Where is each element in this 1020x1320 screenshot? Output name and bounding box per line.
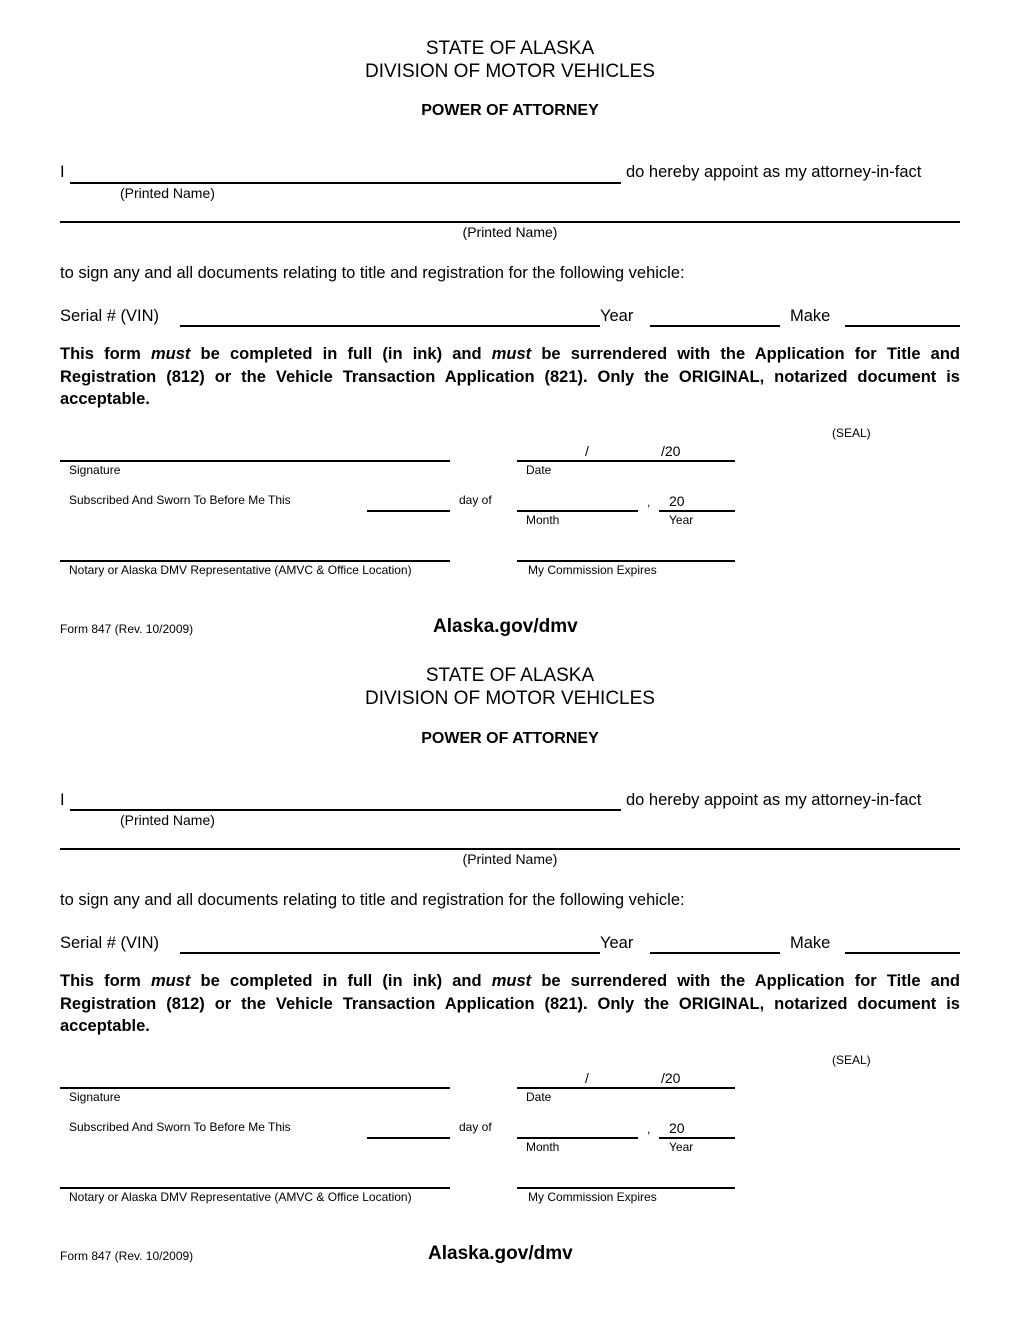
attorney-name-field[interactable]	[60, 221, 960, 223]
signature-field[interactable]	[60, 460, 450, 462]
power-of-attorney-form	[0, 0, 1020, 637]
signature-field[interactable]	[60, 1087, 450, 1089]
comma: ,	[647, 1122, 651, 1136]
sworn-year-field[interactable]	[659, 510, 735, 512]
form-number: Form 847 (Rev. 10/2009)	[60, 622, 194, 636]
make-label: Make	[790, 307, 831, 325]
notary-caption: Notary or Alaska DMV Representative (AMVC & Office Location)	[69, 563, 412, 577]
date-year-prefix: /20	[661, 1070, 681, 1086]
seal-label: (SEAL)	[832, 1053, 871, 1067]
signature-caption: Signature	[69, 1090, 121, 1104]
grantor-name-field[interactable]	[70, 809, 621, 811]
printed-name-caption: (Printed Name)	[462, 224, 558, 240]
vin-field[interactable]	[180, 952, 600, 954]
printed-name-caption: (Printed Name)	[120, 812, 215, 828]
website-link[interactable]: Alaska.gov/dmv	[433, 616, 578, 637]
commission-field[interactable]	[517, 560, 735, 562]
sworn-text: Subscribed And Sworn To Before Me This	[69, 1120, 291, 1134]
year-field[interactable]	[650, 325, 780, 327]
form-title: POWER OF ATTORNEY	[421, 102, 599, 119]
comma: ,	[647, 495, 651, 509]
division-heading: DIVISION OF MOTOR VEHICLES	[365, 688, 655, 709]
sworn-year-field[interactable]	[659, 1137, 735, 1139]
year-caption: Year	[669, 513, 694, 527]
appoint-i: I	[60, 791, 65, 809]
date-year-prefix: /20	[661, 443, 681, 459]
power-of-attorney-form	[0, 627, 1020, 1264]
day-of-text: day of	[459, 1120, 492, 1134]
notary-field[interactable]	[60, 1187, 450, 1189]
website-link[interactable]: Alaska.gov/dmv	[428, 1243, 573, 1264]
date-field[interactable]	[517, 460, 735, 462]
date-slash: /	[585, 1070, 589, 1086]
grantor-name-field[interactable]	[70, 182, 621, 184]
printed-name-caption: (Printed Name)	[462, 851, 558, 867]
date-field[interactable]	[517, 1087, 735, 1089]
day-field[interactable]	[367, 1137, 450, 1139]
notary-field[interactable]	[60, 560, 450, 562]
vin-label: Serial # (VIN)	[60, 934, 160, 952]
make-field[interactable]	[845, 325, 960, 327]
appoint-i: I	[60, 163, 65, 181]
appoint-text: do hereby appoint as my attorney-in-fact	[626, 163, 922, 181]
division-heading: DIVISION OF MOTOR VEHICLES	[365, 61, 655, 82]
year-label: Year	[600, 934, 634, 952]
form-title: POWER OF ATTORNEY	[421, 730, 599, 747]
year-label: Year	[600, 307, 634, 325]
day-field[interactable]	[367, 510, 450, 512]
month-field[interactable]	[517, 1137, 638, 1139]
signature-caption: Signature	[69, 463, 121, 477]
year-prefix: 20	[669, 493, 685, 509]
vin-field[interactable]	[180, 325, 600, 327]
month-caption: Month	[526, 513, 560, 527]
printed-name-caption: (Printed Name)	[120, 185, 215, 201]
make-label: Make	[790, 934, 831, 952]
state-heading: STATE OF ALASKA	[425, 38, 595, 59]
seal-label: (SEAL)	[832, 426, 871, 440]
year-caption: Year	[669, 1140, 694, 1154]
sworn-text: Subscribed And Sworn To Before Me This	[69, 493, 291, 507]
commission-field[interactable]	[517, 1187, 735, 1189]
day-of-text: day of	[459, 493, 492, 507]
commission-caption: My Commission Expires	[528, 1190, 657, 1204]
date-caption: Date	[526, 463, 552, 477]
date-slash: /	[585, 443, 589, 459]
make-field[interactable]	[845, 952, 960, 954]
form-number: Form 847 (Rev. 10/2009)	[60, 1249, 194, 1263]
appoint-text: do hereby appoint as my attorney-in-fact	[626, 791, 922, 809]
sign-statement: to sign any and all documents relating to title and registration for the following vehicle:	[60, 264, 685, 282]
vin-label: Serial # (VIN)	[60, 307, 160, 325]
year-prefix: 20	[669, 1120, 685, 1136]
notary-caption: Notary or Alaska DMV Representative (AMVC & Office Location)	[69, 1190, 412, 1204]
month-caption: Month	[526, 1140, 560, 1154]
year-field[interactable]	[650, 952, 780, 954]
state-heading: STATE OF ALASKA	[425, 665, 595, 686]
commission-caption: My Commission Expires	[528, 563, 657, 577]
date-caption: Date	[526, 1090, 552, 1104]
sign-statement: to sign any and all documents relating to title and registration for the following vehicle:	[60, 891, 685, 909]
completion-notice: This form must be completed in full (in ink) and must be surrendered with the Application for Title and Registration (812) or the Vehicle Transaction Application (821). Only the ORIGINAL, notarized document is acceptable.	[60, 345, 960, 408]
attorney-name-field[interactable]	[60, 848, 960, 850]
month-field[interactable]	[517, 510, 638, 512]
completion-notice: This form must be completed in full (in ink) and must be surrendered with the Application for Title and Registration (812) or the Vehicle Transaction Application (821). Only the ORIGINAL, notarized document is acceptable.	[60, 972, 960, 1035]
